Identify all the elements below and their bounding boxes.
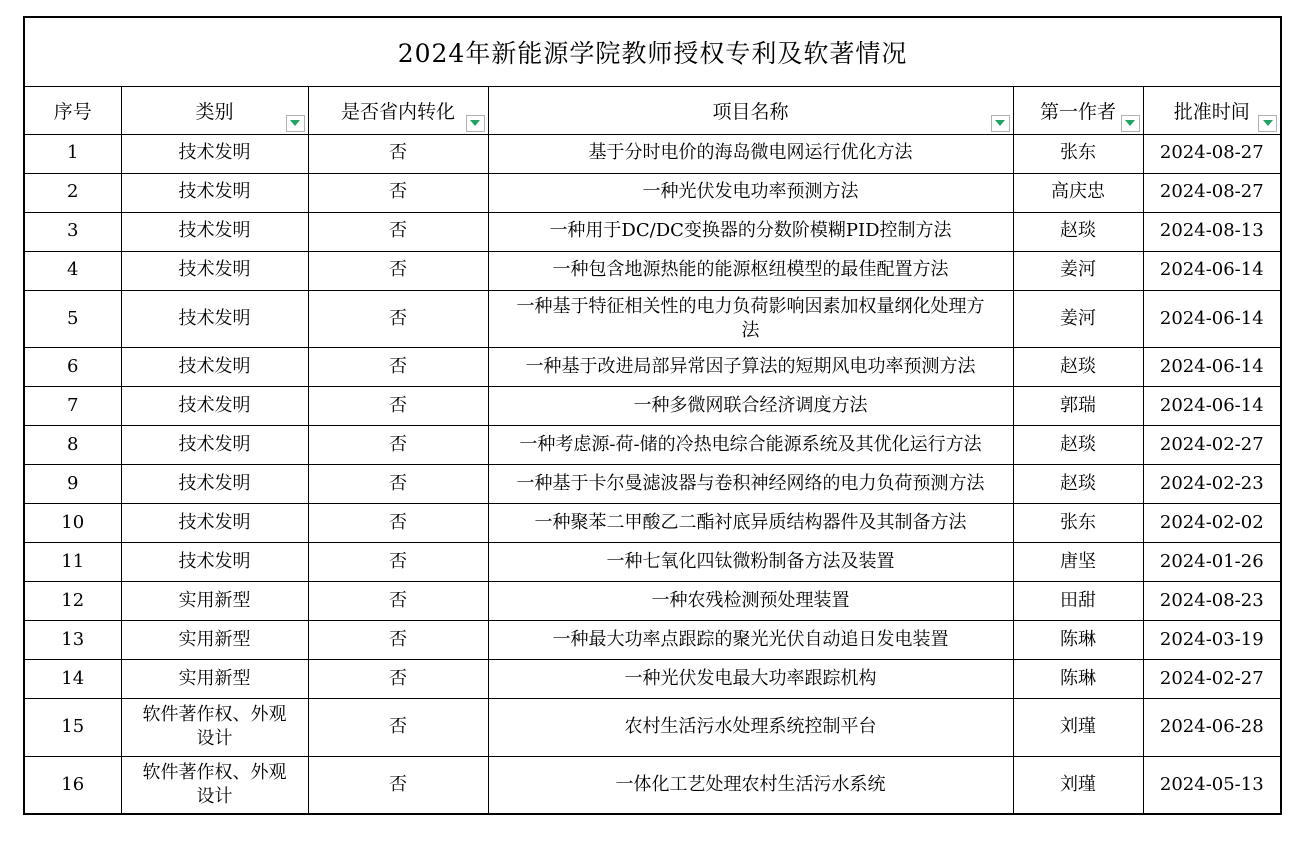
- cell-approval-date: 2024-02-27: [1143, 426, 1281, 465]
- cell-first-author: 刘瑾: [1013, 756, 1143, 814]
- patent-table: [23, 16, 1282, 815]
- cell-approval-date: 2024-06-14: [1143, 251, 1281, 290]
- column-header-category: [121, 86, 308, 134]
- cell-project-name: 一种七氧化四钛微粉制备方法及装置: [488, 543, 1013, 582]
- column-header-label: 批准时间: [1173, 100, 1250, 123]
- cell-approval-date: 2024-05-13: [1143, 756, 1281, 814]
- cell-approval-date: 2024-03-19: [1143, 621, 1281, 660]
- cell-province-converted: 否: [308, 290, 488, 348]
- cell-category: 实用新型: [121, 582, 308, 621]
- cell-province-converted: 否: [308, 348, 488, 387]
- column-header-label: 项目名称: [712, 100, 789, 123]
- cell-category: 实用新型: [121, 660, 308, 699]
- cell-category: 技术发明: [121, 465, 308, 504]
- cell-project-name: 一种聚苯二甲酸乙二酯衬底异质结构器件及其制备方法: [488, 504, 1013, 543]
- header-row: [24, 86, 1281, 134]
- cell-serial-number: 16: [24, 756, 121, 814]
- filter-dropdown-icon: [1263, 120, 1273, 126]
- filter-dropdown-button-author[interactable]: [1121, 115, 1140, 132]
- cell-category: 技术发明: [121, 212, 308, 251]
- cell-serial-number: 2: [24, 173, 121, 212]
- cell-project-name: 一种光伏发电功率预测方法: [488, 173, 1013, 212]
- cell-approval-date: 2024-01-26: [1143, 543, 1281, 582]
- cell-project-name: 一种多微网联合经济调度方法: [488, 387, 1013, 426]
- cell-province-converted: 否: [308, 582, 488, 621]
- cell-approval-date: 2024-02-23: [1143, 465, 1281, 504]
- cell-serial-number: 15: [24, 699, 121, 757]
- cell-serial-number: 10: [24, 504, 121, 543]
- table-row: [24, 504, 1281, 543]
- table-row: [24, 582, 1281, 621]
- table-row: [24, 426, 1281, 465]
- cell-province-converted: 否: [308, 212, 488, 251]
- table-title: 2024年新能源学院教师授权专利及软著情况: [24, 17, 1281, 86]
- cell-serial-number: 13: [24, 621, 121, 660]
- cell-serial-number: 5: [24, 290, 121, 348]
- column-header-label: 类别: [195, 100, 234, 123]
- cell-approval-date: 2024-06-14: [1143, 387, 1281, 426]
- table-row: [24, 543, 1281, 582]
- cell-project-name: 一种基于改进局部异常因子算法的短期风电功率预测方法: [488, 348, 1013, 387]
- cell-approval-date: 2024-08-13: [1143, 212, 1281, 251]
- column-header-no: [24, 86, 121, 134]
- cell-province-converted: 否: [308, 504, 488, 543]
- column-header-date: [1143, 86, 1281, 134]
- cell-project-name: 农村生活污水处理系统控制平台: [488, 699, 1013, 757]
- table-row: [24, 699, 1281, 757]
- cell-category: 技术发明: [121, 543, 308, 582]
- cell-serial-number: 7: [24, 387, 121, 426]
- cell-serial-number: 14: [24, 660, 121, 699]
- table-body: [24, 134, 1281, 814]
- cell-project-name: 一体化工艺处理农村生活污水系统: [488, 756, 1013, 814]
- cell-first-author: 陈琳: [1013, 660, 1143, 699]
- cell-category: 技术发明: [121, 290, 308, 348]
- table-row: [24, 465, 1281, 504]
- cell-first-author: 田甜: [1013, 582, 1143, 621]
- cell-first-author: 张东: [1013, 134, 1143, 173]
- filter-dropdown-button-date[interactable]: [1258, 115, 1277, 132]
- cell-category: 技术发明: [121, 251, 308, 290]
- cell-approval-date: 2024-02-27: [1143, 660, 1281, 699]
- cell-province-converted: 否: [308, 543, 488, 582]
- cell-approval-date: 2024-06-14: [1143, 290, 1281, 348]
- column-header-author: [1013, 86, 1143, 134]
- table-row: [24, 756, 1281, 814]
- column-header-converted: [308, 86, 488, 134]
- filter-dropdown-button-name[interactable]: [991, 115, 1010, 132]
- filter-dropdown-button-category[interactable]: [286, 115, 305, 132]
- cell-first-author: 唐坚: [1013, 543, 1143, 582]
- cell-approval-date: 2024-08-27: [1143, 134, 1281, 173]
- cell-category: 软件著作权、外观设计: [121, 756, 308, 814]
- cell-serial-number: 12: [24, 582, 121, 621]
- cell-project-name: 一种用于DC/DC变换器的分数阶模糊PID控制方法: [488, 212, 1013, 251]
- cell-approval-date: 2024-06-28: [1143, 699, 1281, 757]
- cell-first-author: 姜河: [1013, 290, 1143, 348]
- cell-first-author: 郭瑞: [1013, 387, 1143, 426]
- cell-province-converted: 否: [308, 465, 488, 504]
- cell-project-name: 基于分时电价的海岛微电网运行优化方法: [488, 134, 1013, 173]
- cell-project-name: 一种包含地源热能的能源枢纽模型的最佳配置方法: [488, 251, 1013, 290]
- cell-province-converted: 否: [308, 699, 488, 757]
- cell-serial-number: 1: [24, 134, 121, 173]
- filter-dropdown-icon: [1125, 120, 1135, 126]
- cell-category: 技术发明: [121, 173, 308, 212]
- cell-first-author: 高庆忠: [1013, 173, 1143, 212]
- column-header-label: 是否省内转化: [340, 100, 455, 123]
- cell-approval-date: 2024-02-02: [1143, 504, 1281, 543]
- cell-category: 技术发明: [121, 387, 308, 426]
- cell-serial-number: 3: [24, 212, 121, 251]
- cell-province-converted: 否: [308, 251, 488, 290]
- cell-first-author: 赵琰: [1013, 426, 1143, 465]
- cell-first-author: 陈琳: [1013, 621, 1143, 660]
- cell-category: 技术发明: [121, 348, 308, 387]
- table-row: [24, 173, 1281, 212]
- cell-province-converted: 否: [308, 660, 488, 699]
- cell-category: 软件著作权、外观设计: [121, 699, 308, 757]
- cell-category: 技术发明: [121, 504, 308, 543]
- cell-first-author: 张东: [1013, 504, 1143, 543]
- table-row: [24, 134, 1281, 173]
- cell-approval-date: 2024-08-27: [1143, 173, 1281, 212]
- cell-category: 技术发明: [121, 426, 308, 465]
- table-row: [24, 251, 1281, 290]
- cell-approval-date: 2024-06-14: [1143, 348, 1281, 387]
- cell-first-author: 赵琰: [1013, 212, 1143, 251]
- filter-dropdown-icon: [995, 120, 1005, 126]
- cell-project-name: 一种基于卡尔曼滤波器与卷积神经网络的电力负荷预测方法: [488, 465, 1013, 504]
- cell-serial-number: 4: [24, 251, 121, 290]
- table-row: [24, 348, 1281, 387]
- cell-project-name: 一种光伏发电最大功率跟踪机构: [488, 660, 1013, 699]
- cell-province-converted: 否: [308, 621, 488, 660]
- cell-serial-number: 11: [24, 543, 121, 582]
- cell-approval-date: 2024-08-23: [1143, 582, 1281, 621]
- cell-first-author: 赵琰: [1013, 465, 1143, 504]
- table-row: [24, 290, 1281, 348]
- cell-serial-number: 6: [24, 348, 121, 387]
- cell-first-author: 刘瑾: [1013, 699, 1143, 757]
- cell-project-name: 一种考虑源-荷-储的冷热电综合能源系统及其优化运行方法: [488, 426, 1013, 465]
- filter-dropdown-icon: [290, 120, 300, 126]
- cell-category: 实用新型: [121, 621, 308, 660]
- title-row: [24, 17, 1281, 86]
- cell-project-name: 一种最大功率点跟踪的聚光光伏自动追日发电装置: [488, 621, 1013, 660]
- cell-first-author: 姜河: [1013, 251, 1143, 290]
- cell-project-name: 一种农残检测预处理装置: [488, 582, 1013, 621]
- cell-province-converted: 否: [308, 134, 488, 173]
- filter-dropdown-button-converted[interactable]: [466, 115, 485, 132]
- table-row: [24, 660, 1281, 699]
- cell-province-converted: 否: [308, 426, 488, 465]
- column-header-label: 序号: [53, 100, 92, 123]
- table-row: [24, 212, 1281, 251]
- cell-category: 技术发明: [121, 134, 308, 173]
- column-header-label: 第一作者: [1039, 100, 1116, 123]
- column-header-name: [488, 86, 1013, 134]
- table-row: [24, 387, 1281, 426]
- filter-dropdown-icon: [470, 120, 480, 126]
- cell-first-author: 赵琰: [1013, 348, 1143, 387]
- cell-province-converted: 否: [308, 387, 488, 426]
- cell-serial-number: 8: [24, 426, 121, 465]
- table-row: [24, 621, 1281, 660]
- cell-province-converted: 否: [308, 756, 488, 814]
- cell-serial-number: 9: [24, 465, 121, 504]
- cell-project-name: 一种基于特征相关性的电力负荷影响因素加权量纲化处理方法: [488, 290, 1013, 348]
- cell-province-converted: 否: [308, 173, 488, 212]
